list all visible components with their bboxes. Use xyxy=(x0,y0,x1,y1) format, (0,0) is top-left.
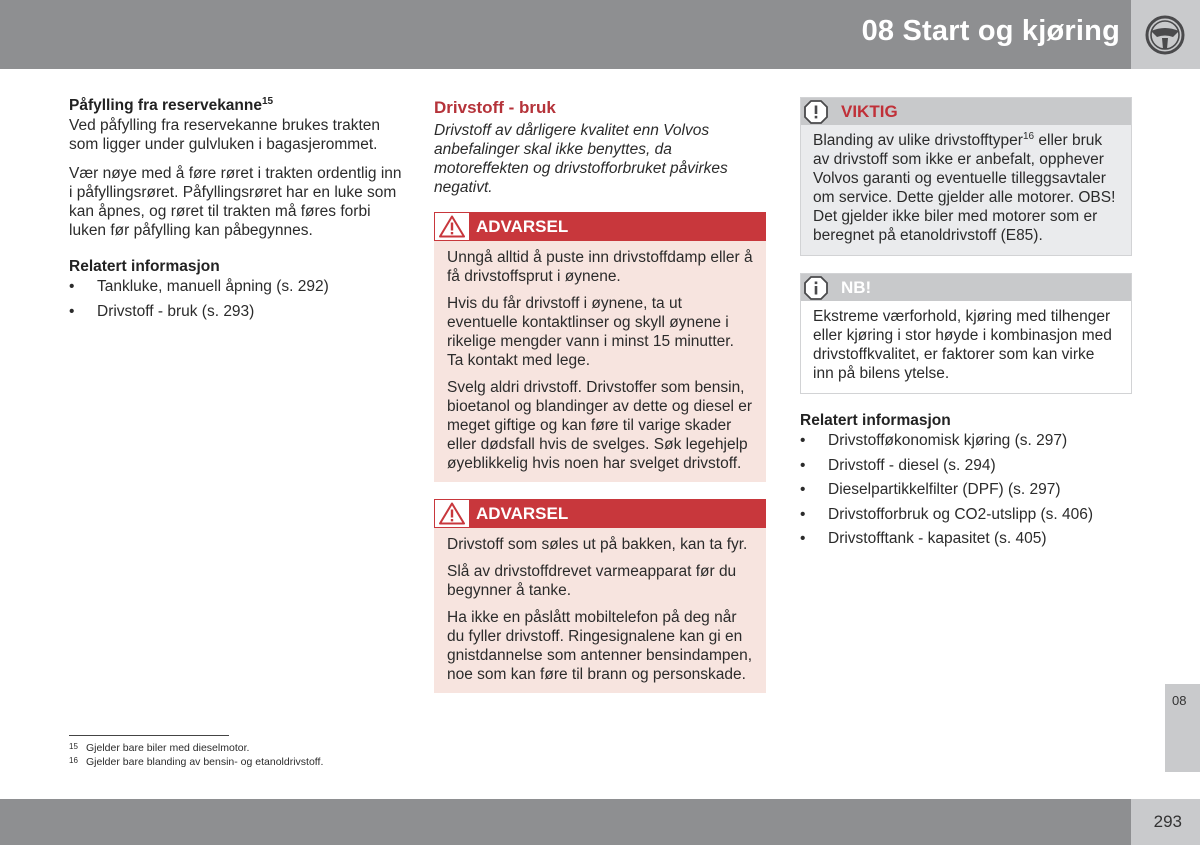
related-link-dpf[interactable]: • Dieselpartikkelfilter (DPF) (s. 297) xyxy=(800,481,1061,498)
warning-box-1 xyxy=(434,212,766,482)
related-list xyxy=(69,277,409,321)
footnote-ref-15: 15 xyxy=(262,95,274,107)
warning-text: Hvis du får drivstoff i øynene, ta ut eventuelle kontaktlinser og skyll øynene i rikelige mengder vann i minst 15 minutter. Ta kontakt med lege. xyxy=(447,295,734,369)
refill-paragraph-2: Vær nøye med å føre røret i trakten ordentlig inn i påfyllingsrøret. Påfyllingsrøret har en luke som kan åpnes, og røret til trakten må føres forbi luken før påfylling kan påbegynnes. xyxy=(69,165,402,239)
related-link-diesel[interactable]: • Drivstoff - diesel (s. 294) xyxy=(800,456,996,474)
refill-paragraph-1: Ved påfylling fra reservekanne brukes trakten som ligger under gulvluken i bagasjerommet. xyxy=(69,117,381,153)
footnote-15: $^{15}$ Gjelder bare biler med dieselmotor. xyxy=(69,742,250,754)
info-icon xyxy=(801,274,831,301)
page-header xyxy=(0,0,1200,69)
column-left xyxy=(69,96,409,326)
fuel-use-intro: Drivstoff av dårligere kvalitet enn Volvos anbefalinger skal ikke benyttes, da motoreffekten og drivstofforbruket påvirkes negativt. xyxy=(434,122,728,196)
warning-box-2 xyxy=(434,499,766,693)
related-heading: Relatert informasjon xyxy=(800,412,951,429)
note-title: NB! xyxy=(841,278,872,297)
footnotes xyxy=(69,741,323,769)
footnote-rule xyxy=(69,735,229,736)
warning-triangle-icon xyxy=(434,212,470,241)
warning-text: Slå av drivstoffdrevet varmeapparat før du begynner å tanke. xyxy=(447,563,737,599)
related-list xyxy=(800,431,1132,548)
related-link-tank-capacity[interactable]: • Drivstofftank - kapasitet (s. 405) xyxy=(800,530,1047,547)
warning-title: ADVARSEL xyxy=(476,504,569,523)
warning-header xyxy=(434,212,766,241)
chapter-title: 08 Start og kjøring xyxy=(861,15,1120,47)
fuel-use-heading: Drivstoff - bruk xyxy=(434,98,556,117)
related-link-economical-driving[interactable]: • Drivstofføkonomisk kjøring (s. 297) xyxy=(800,432,1068,449)
note-box xyxy=(800,273,1132,394)
warning-text: Ha ikke en påslått mobiltelefon på deg når du fyller drivstoff. Ringesignalene kan gi en gnistdannelse som antenner bensindampen, noe som kan føre til brann og personskade. xyxy=(447,609,753,683)
warning-triangle-icon xyxy=(434,499,470,528)
refill-heading: Påfylling fra reservekanne$^{15}$ xyxy=(69,95,274,114)
steering-wheel-icon xyxy=(1143,14,1187,56)
warning-title: ADVARSEL xyxy=(476,217,569,236)
important-body: Blanding av ulike drivstofftyper$^{16}$ eller bruk av drivstoff som ikke er anbefalt, opphever Volvos garanti og eventuelle tilleggsavtaler om service. Dette gjelder alle motorer. OBS! Det gjelder ikke biler med motorer som er beregnet på etanoldrivstoff (E85). xyxy=(813,130,1116,244)
side-tab-label: 08 xyxy=(1172,693,1187,708)
note-body: Ekstreme værforhold, kjøring med tilhenger eller kjøring i stor høyde i kombinasjon med drivstoffkvalitet, er faktorer som kan virke inn på bilens ytelse. xyxy=(813,308,1112,382)
warning-header xyxy=(434,499,766,528)
related-link-consumption[interactable]: • Drivstofforbruk og CO2-utslipp (s. 406) xyxy=(800,505,1094,523)
related-link-tankluke[interactable]: • Tankluke, manuell åpning (s. 292) xyxy=(69,278,329,295)
column-middle xyxy=(434,96,766,710)
page-footer xyxy=(0,799,1200,845)
important-title: VIKTIG xyxy=(841,102,898,121)
important-icon xyxy=(801,98,831,125)
warning-text: Svelg aldri drivstoff. Drivstoffer som bensin, bioetanol og blandinger av dette og diesel er meget giftige og kan føre til varige skader eller dødsfall hvis de svelges. Søk legehjelp øyeblikkelig hvis noen har svelget drivstoff. xyxy=(447,379,753,472)
footnote-ref-16: 16 xyxy=(1022,130,1035,142)
page-number-box xyxy=(1131,799,1200,845)
important-box xyxy=(800,97,1132,256)
related-heading: Relatert informasjon xyxy=(69,258,220,275)
warning-text: Unngå alltid å puste inn drivstoffdamp eller å få drivstoffsprut i øynene. xyxy=(447,249,753,285)
warning-text: Drivstoff som søles ut på bakken, kan ta fyr. xyxy=(447,536,748,553)
note-header xyxy=(801,274,1131,301)
warning-body xyxy=(434,241,766,482)
chapter-side-tab[interactable] xyxy=(1165,684,1200,772)
warning-body xyxy=(434,528,766,693)
column-right xyxy=(800,97,1132,554)
footnote-16: $^{16}$ Gjelder bare blanding av bensin- og etanoldrivstoff. xyxy=(69,756,324,768)
page-number: 293 xyxy=(1153,812,1182,831)
related-link-drivstoff-bruk[interactable]: • Drivstoff - bruk (s. 293) xyxy=(69,302,255,320)
chapter-icon-box xyxy=(1131,0,1200,69)
important-header xyxy=(801,98,1131,125)
